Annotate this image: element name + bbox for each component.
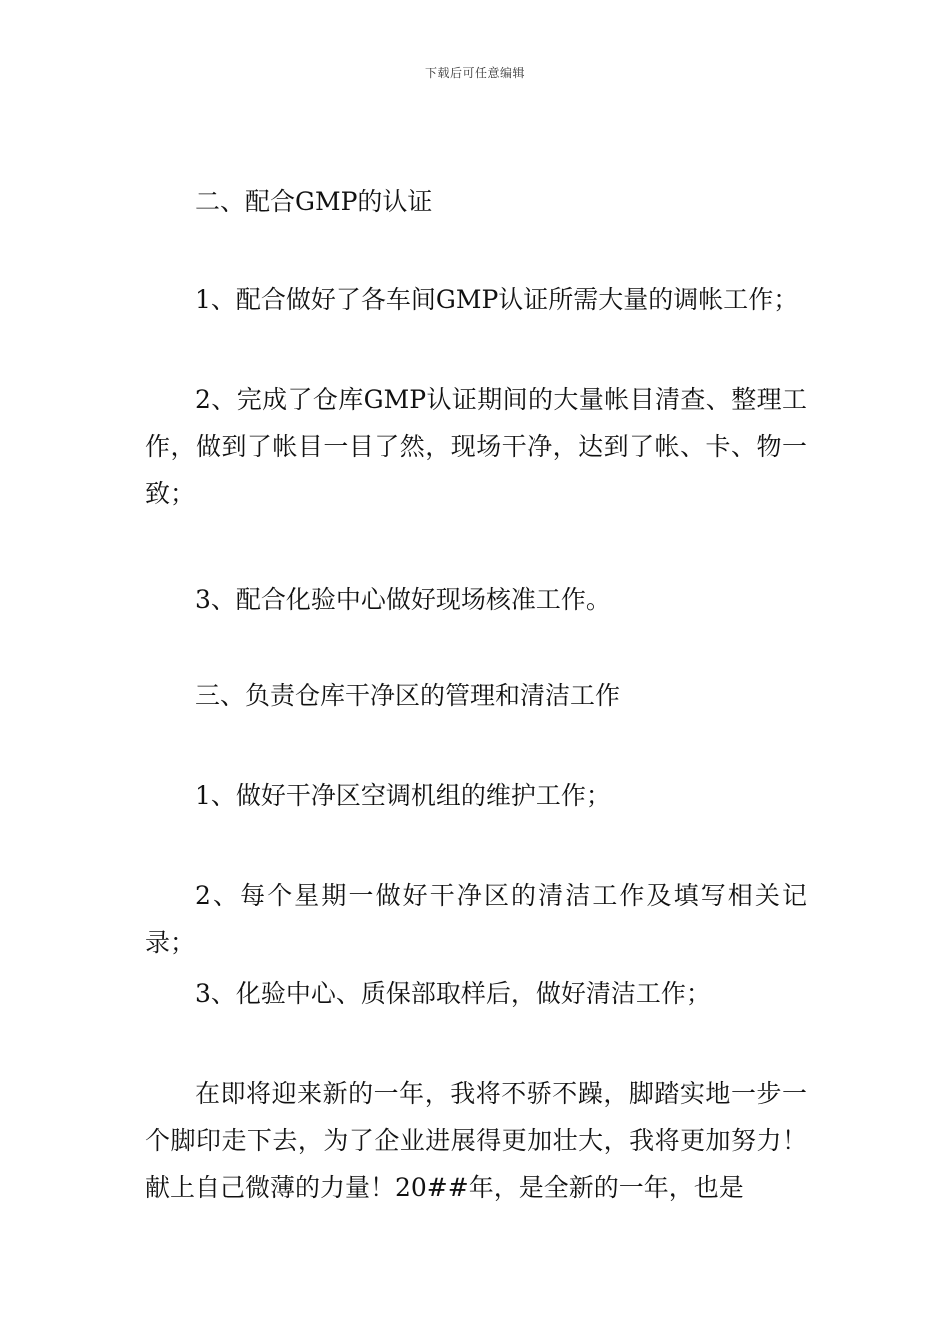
list-item: 2、完成了仓库GMP认证期间的大量帐目清查、整理工作，做到了帐目一目了然，现场干净，达到了帐、卡、物一致； (145, 385, 807, 508)
section-heading-clean-area: 三、负责仓库干净区的管理和清洁工作 (195, 681, 621, 710)
list-item: 1、做好干净区空调机组的维护工作； (195, 781, 611, 810)
section-heading-gmp: 二、配合GMP的认证 (195, 187, 433, 216)
closing-paragraph: 在即将迎来新的一年，我将不骄不躁，脚踏实地一步一个脚印走下去，为了企业进展得更加壮大，我将更加努力！献上自己微薄的力量！20##年，是全新的一年，也是 (145, 1079, 807, 1202)
list-item: 2、每个星期一做好干净区的清洁工作及填写相关记录； (145, 881, 807, 957)
list-item: 3、化验中心、质保部取样后，做好清洁工作； (195, 979, 711, 1008)
list-item: 1、配合做好了各车间GMP认证所需大量的调帐工作； (195, 285, 799, 314)
page-header: 下载后可任意编辑 (424, 66, 525, 80)
list-item: 3、配合化验中心做好现场核准工作。 (195, 585, 611, 614)
